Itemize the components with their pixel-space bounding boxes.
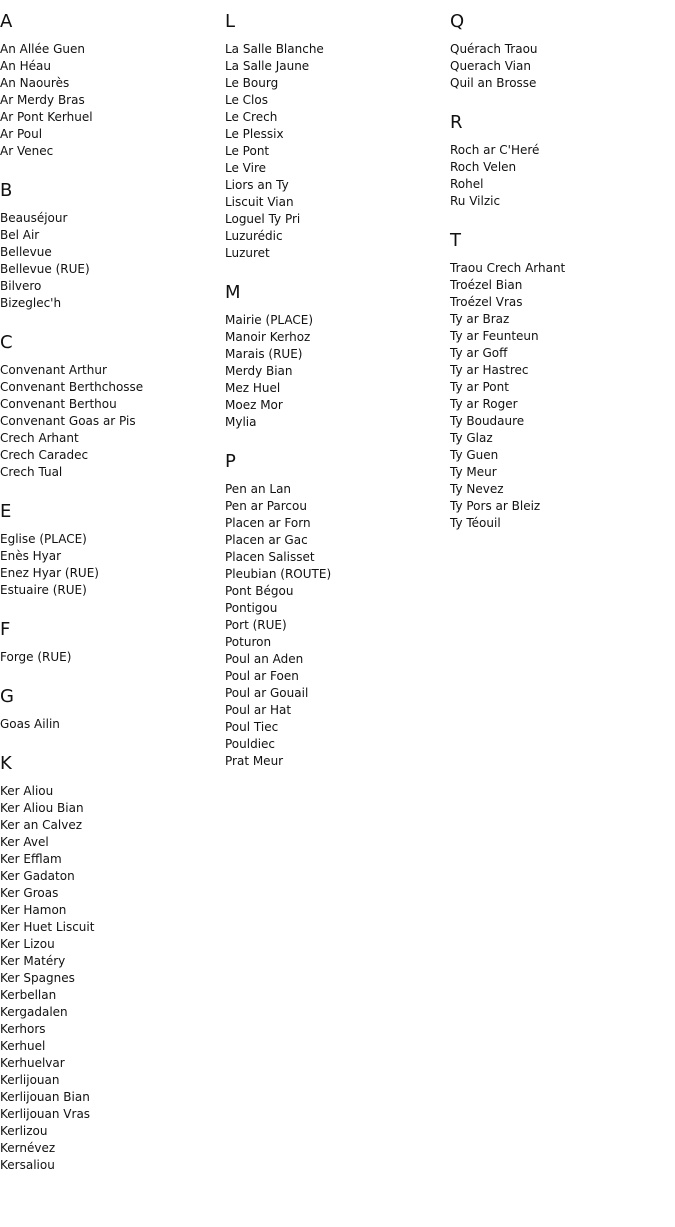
place-name-item: Poul ar Hat bbox=[225, 703, 292, 717]
place-name-item: Ru Vilzic bbox=[450, 194, 501, 208]
place-name-item: Kerhuel bbox=[0, 1039, 46, 1053]
place-name-item: Ar Venec bbox=[0, 144, 54, 158]
section-letter-heading: R bbox=[450, 112, 463, 133]
place-name-item: Manoir Kerhoz bbox=[225, 330, 311, 344]
place-name-item: Pontigou bbox=[225, 601, 278, 615]
place-name-item: Ker Lizou bbox=[0, 937, 55, 951]
place-name-item: Poul ar Gouail bbox=[225, 686, 309, 700]
place-name-item: Ty Nevez bbox=[450, 482, 504, 496]
place-name-list bbox=[0, 716, 220, 733]
place-name-item: Kerlijouan Vras bbox=[0, 1107, 91, 1121]
place-name-item: Bilvero bbox=[0, 279, 42, 293]
place-name-item: Ker Hamon bbox=[0, 903, 67, 917]
section-letter-heading: E bbox=[0, 501, 12, 522]
place-name-item: Ker Matéry bbox=[0, 954, 66, 968]
place-name-list bbox=[0, 783, 220, 1174]
place-name-item: Luzuret bbox=[225, 246, 270, 260]
index-column-2 bbox=[225, 0, 445, 770]
place-name-item: Ty Téouil bbox=[450, 516, 501, 530]
place-name-item: Convenant Arthur bbox=[0, 363, 107, 377]
place-name-item: La Salle Jaune bbox=[225, 59, 310, 73]
place-name-item: Roch Velen bbox=[450, 160, 517, 174]
place-name-item: Le Clos bbox=[225, 93, 268, 107]
place-name-item: Ar Poul bbox=[0, 127, 43, 141]
letter-section bbox=[225, 11, 445, 262]
place-name-item: Crech Arhant bbox=[0, 431, 79, 445]
letter-section bbox=[0, 332, 220, 481]
place-name-list bbox=[225, 312, 445, 431]
letter-section bbox=[450, 112, 670, 210]
section-letter-heading: M bbox=[225, 282, 241, 303]
place-name-item: Troézel Vras bbox=[450, 295, 523, 309]
place-name-item: Kerlijouan Bian bbox=[0, 1090, 90, 1104]
place-name-list bbox=[225, 41, 445, 262]
letter-section bbox=[0, 686, 220, 733]
index-column-3 bbox=[450, 0, 670, 532]
section-letter-heading: G bbox=[0, 686, 14, 707]
section-letter-heading: F bbox=[0, 619, 11, 640]
place-name-item: Quil an Brosse bbox=[450, 76, 537, 90]
place-name-item: Kerhuelvar bbox=[0, 1056, 65, 1070]
letter-section bbox=[0, 180, 220, 312]
place-name-item: La Salle Blanche bbox=[225, 42, 324, 56]
place-name-item: Traou Crech Arhant bbox=[450, 261, 566, 275]
place-name-item: Poul Tiec bbox=[225, 720, 279, 734]
place-name-item: Crech Tual bbox=[0, 465, 63, 479]
place-name-item: Ker Gadaton bbox=[0, 869, 75, 883]
letter-section bbox=[225, 451, 445, 770]
place-name-item: Le Plessix bbox=[225, 127, 284, 141]
place-name-item: Ty Glaz bbox=[450, 431, 493, 445]
place-name-item: Liors an Ty bbox=[225, 178, 289, 192]
place-name-item: Ty ar Pont bbox=[450, 380, 509, 394]
place-name-item: Quérach Traou bbox=[450, 42, 538, 56]
place-name-item: Merdy Bian bbox=[225, 364, 293, 378]
place-name-item: Ty Guen bbox=[450, 448, 499, 462]
place-name-item: Bellevue bbox=[0, 245, 52, 259]
letter-section bbox=[225, 282, 445, 431]
place-name-item: Ker Spagnes bbox=[0, 971, 75, 985]
place-name-item: Kerlijouan bbox=[0, 1073, 60, 1087]
place-name-item: Poul ar Foen bbox=[225, 669, 299, 683]
place-name-item: Ker Avel bbox=[0, 835, 49, 849]
place-name-item: Kerlizou bbox=[0, 1124, 48, 1138]
place-name-item: Ker Efflam bbox=[0, 852, 62, 866]
place-name-item: Kerhors bbox=[0, 1022, 46, 1036]
place-name-item: Marais (RUE) bbox=[225, 347, 303, 361]
place-name-item: Le Crech bbox=[225, 110, 278, 124]
place-name-list bbox=[0, 649, 220, 666]
letter-section bbox=[0, 753, 220, 1174]
place-name-item: Placen Salisset bbox=[225, 550, 315, 564]
letter-section bbox=[450, 230, 670, 532]
place-name-item: Pen an Lan bbox=[225, 482, 292, 496]
place-name-item: Ty ar Feunteun bbox=[450, 329, 539, 343]
place-name-item: Ar Merdy Bras bbox=[0, 93, 85, 107]
place-name-item: Ty Meur bbox=[450, 465, 497, 479]
place-name-item: Ker Groas bbox=[0, 886, 59, 900]
place-name-item: Bellevue (RUE) bbox=[0, 262, 90, 276]
place-name-item: Poul an Aden bbox=[225, 652, 304, 666]
section-letter-heading: C bbox=[0, 332, 13, 353]
place-name-item: Mairie (PLACE) bbox=[225, 313, 314, 327]
place-name-item: Enès Hyar bbox=[0, 549, 62, 563]
place-name-item: Le Pont bbox=[225, 144, 270, 158]
place-name-list bbox=[0, 531, 220, 599]
place-name-item: Bel Air bbox=[0, 228, 40, 242]
place-name-item: Pouldiec bbox=[225, 737, 276, 751]
place-name-item: Ty ar Braz bbox=[450, 312, 510, 326]
section-letter-heading: P bbox=[225, 451, 236, 472]
index-column-1 bbox=[0, 0, 220, 1174]
place-name-item: Ty ar Hastrec bbox=[450, 363, 529, 377]
place-name-list bbox=[0, 362, 220, 481]
place-name-item: Ty ar Roger bbox=[450, 397, 518, 411]
place-name-list bbox=[0, 210, 220, 312]
place-name-item: Eglise (PLACE) bbox=[0, 532, 87, 546]
place-name-item: Ker Aliou bbox=[0, 784, 54, 798]
place-name-item: Troézel Bian bbox=[450, 278, 523, 292]
place-name-item: Convenant Goas ar Pis bbox=[0, 414, 136, 428]
section-letter-heading: B bbox=[0, 180, 13, 201]
place-name-item: Pont Bégou bbox=[225, 584, 294, 598]
place-name-item: Port (RUE) bbox=[225, 618, 287, 632]
place-name-item: Beauséjour bbox=[0, 211, 68, 225]
place-name-item: Roch ar C'Heré bbox=[450, 143, 540, 157]
place-name-item: An Naourès bbox=[0, 76, 70, 90]
place-name-item: Ty ar Goff bbox=[450, 346, 508, 360]
place-name-item: Ty Pors ar Bleiz bbox=[450, 499, 541, 513]
place-name-item: Le Vire bbox=[225, 161, 267, 175]
place-name-item: Liscuit Vian bbox=[225, 195, 294, 209]
place-name-item: Ker Aliou Bian bbox=[0, 801, 84, 815]
place-name-item: Kerbellan bbox=[0, 988, 57, 1002]
place-name-item: Pleubian (ROUTE) bbox=[225, 567, 332, 581]
place-name-item: Mez Huel bbox=[225, 381, 281, 395]
section-letter-heading: Q bbox=[450, 11, 465, 32]
place-name-item: Bizeglec'h bbox=[0, 296, 62, 310]
letter-section bbox=[0, 11, 220, 160]
place-name-item: Pen ar Parcou bbox=[225, 499, 307, 513]
section-letter-heading: T bbox=[450, 230, 461, 251]
place-name-item: Convenant Berthou bbox=[0, 397, 117, 411]
section-letter-heading: A bbox=[0, 11, 13, 32]
section-letter-heading: K bbox=[0, 753, 12, 774]
place-name-item: Forge (RUE) bbox=[0, 650, 72, 664]
place-name-item: Loguel Ty Pri bbox=[225, 212, 301, 226]
place-name-item: Luzurédic bbox=[225, 229, 283, 243]
place-name-item: An Héau bbox=[0, 59, 51, 73]
place-name-item: Enez Hyar (RUE) bbox=[0, 566, 99, 580]
place-name-item: Goas Ailin bbox=[0, 717, 60, 731]
letter-section bbox=[0, 501, 220, 599]
letter-section bbox=[450, 11, 670, 92]
place-name-list bbox=[450, 142, 670, 210]
place-name-item: Kergadalen bbox=[0, 1005, 68, 1019]
place-name-item: Convenant Berthchosse bbox=[0, 380, 144, 394]
place-name-item: Ker Huet Liscuit bbox=[0, 920, 95, 934]
place-name-item: Poturon bbox=[225, 635, 272, 649]
place-name-item: Prat Meur bbox=[225, 754, 284, 768]
place-name-item: Mylia bbox=[225, 415, 257, 429]
place-name-item: Kersaliou bbox=[0, 1158, 55, 1172]
place-name-item: Querach Vian bbox=[450, 59, 531, 73]
place-name-item: Estuaire (RUE) bbox=[0, 583, 87, 597]
letter-section bbox=[0, 619, 220, 666]
place-name-list bbox=[450, 41, 670, 92]
place-name-item: Crech Caradec bbox=[0, 448, 89, 462]
place-name-item: Moez Mor bbox=[225, 398, 283, 412]
place-name-item: Ar Pont Kerhuel bbox=[0, 110, 93, 124]
place-name-list bbox=[0, 41, 220, 160]
place-name-item: Ty Boudaure bbox=[450, 414, 525, 428]
place-name-item: Kernévez bbox=[0, 1141, 56, 1155]
section-letter-heading: L bbox=[225, 11, 236, 32]
place-name-item: Le Bourg bbox=[225, 76, 279, 90]
place-name-list bbox=[225, 481, 445, 770]
place-name-item: Placen ar Forn bbox=[225, 516, 311, 530]
place-name-item: Ker an Calvez bbox=[0, 818, 83, 832]
place-name-list bbox=[450, 260, 670, 532]
place-name-item: An Allée Guen bbox=[0, 42, 85, 56]
place-name-item: Rohel bbox=[450, 177, 484, 191]
place-name-item: Placen ar Gac bbox=[225, 533, 308, 547]
